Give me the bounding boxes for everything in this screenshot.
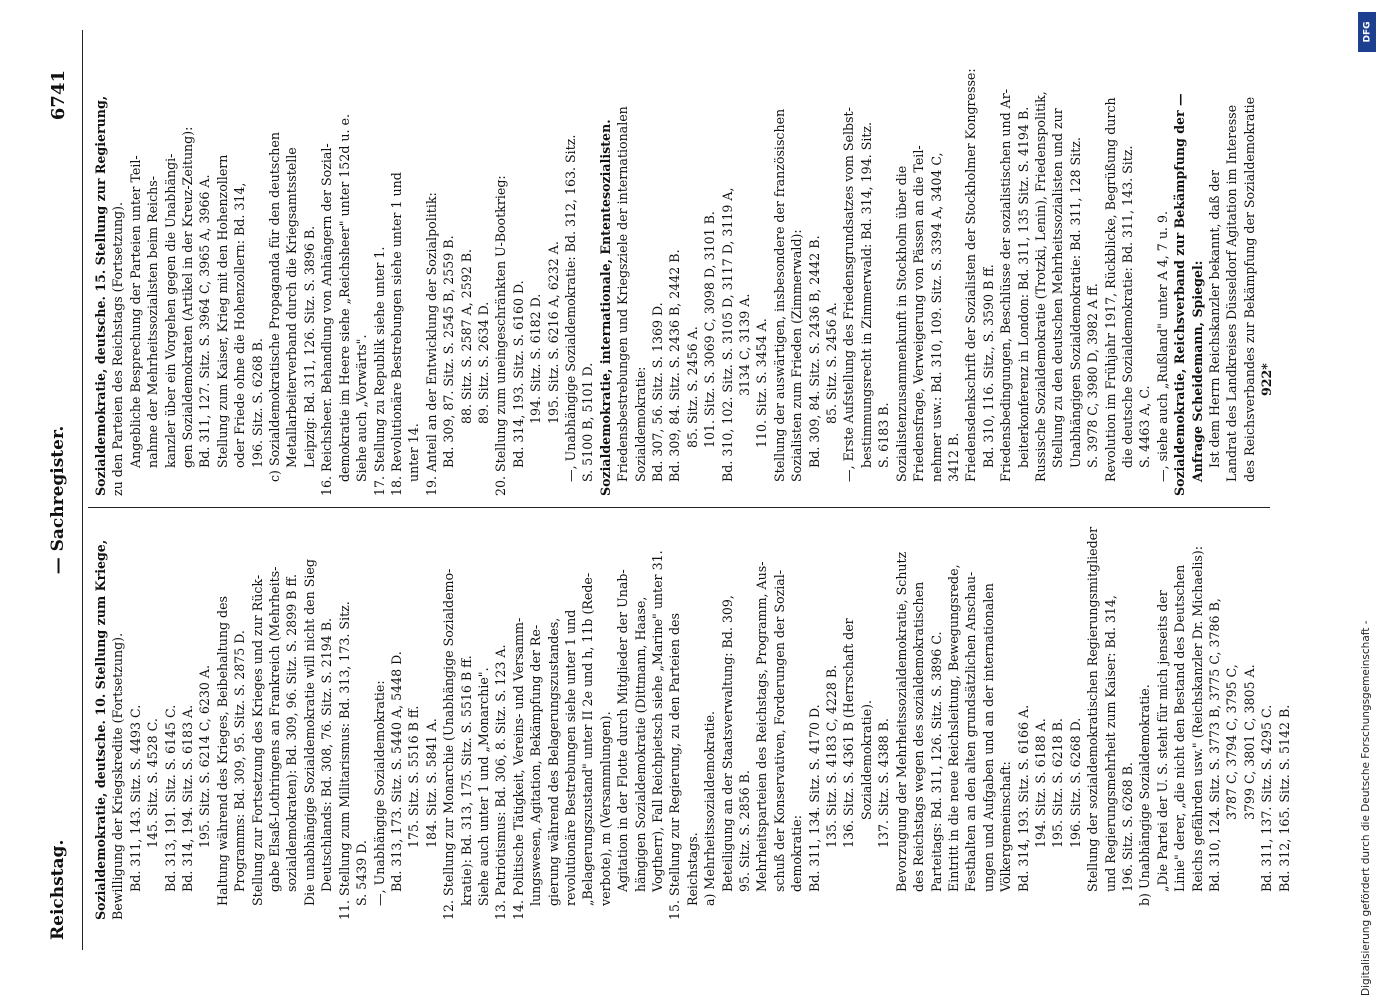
index-line: Bd. 314, 193. Sitz. S. 6160 D.	[510, 280, 526, 468]
index-line: Bd. 309, 84. Sitz. S. 2436 B, 2442 B.	[667, 249, 683, 482]
index-line: Mehrheitsparteien des Reichstags, Programm, Aus-	[754, 561, 770, 892]
index-line: 195. Sitz. S. 6216 A, 6232 A.	[545, 241, 561, 424]
index-line: des Reichstags wegen des sozialdemokratischen	[911, 581, 927, 892]
index-line: Linie" derer, „die nicht den Bestand des Deutschen	[1172, 564, 1188, 892]
index-line: 184. Sitz. S. 5841 A.	[423, 718, 439, 848]
index-line: Siehe auch unter 1 und „Monarchie".	[475, 667, 491, 906]
index-line: 85. Sitz. S. 2456 A.	[684, 326, 700, 448]
index-line: 195. Sitz. S. 6218 B.	[1050, 718, 1066, 848]
index-line: Angebliche Besprechung der Parteien unter Teil-	[127, 155, 143, 468]
index-line: Bd. 311, 134. Sitz. S. 4170 D.	[806, 704, 822, 892]
index-line: Die unabhängige Sozialdemokratie will nicht den Sieg	[301, 559, 317, 906]
running-head-title: — Sachregister.	[48, 425, 68, 575]
index-line: kanzler über ein Vorgehen gegen die Unabhängi-	[162, 153, 178, 468]
index-line: Stellung der sozialdemokratischen Regierungsmitglieder	[1085, 526, 1101, 892]
index-line: S. 3978 C, 3980 D, 3982 A ff.	[1085, 283, 1101, 468]
right-column	[92, 68, 1275, 496]
index-line: Friedensdenkschrift der Sozialisten der Stockholmer Kongresse:	[963, 68, 979, 482]
index-line: gabe Elsaß-Lothringens an Frankreich (Mehrheits-	[267, 566, 283, 892]
index-line: 13. Patriotismus: Bd. 306, 8. Sitz. S. 123 A.	[493, 644, 509, 920]
index-line: Völkergemeinschaft:	[998, 761, 1014, 892]
index-line: nehmer usw.: Bd. 310, 109. Sitz. S. 3394 A, 3404 C,	[928, 152, 944, 482]
index-line: Eintritt in die neue Reichsleitung, Bewegungsrede,	[945, 564, 961, 892]
index-line: sozialdemokraten): Bd. 309, 96. Sitz. S. 2899 B ff.	[284, 574, 300, 892]
index-line: 18. Revolutionäre Bestrebungen siehe unter 1 und	[388, 172, 404, 496]
index-line: Leipzig: Bd. 311, 126. Sitz. S. 3896 B.	[301, 225, 317, 468]
index-line: c) Sozialdemokratische Propaganda für den deutschen	[267, 132, 283, 482]
index-line: Revolution im Frühjahr 1917, Rückblicke, Begrüßung durch	[1102, 97, 1118, 482]
index-line: Stellung zur Fortsetzung des Krieges und zur Rück-	[249, 574, 265, 906]
index-line: Bd. 307, 56. Sitz. S. 1369 D.	[650, 302, 665, 482]
index-line: 3134 C, 3139 A.	[737, 293, 753, 396]
index-line: Bd. 314, 193. Sitz. S. 6166 A.	[1015, 704, 1031, 892]
index-line: demokratie:	[789, 815, 805, 892]
index-line: 11. Stellung zum Militarismus: Bd. 313, 173. Sitz.	[336, 601, 352, 920]
index-line: Landrat des Landkreises Düsseldorf Agitation im Interesse	[1224, 104, 1240, 482]
index-line: 194. Sitz. S. 6188 A.	[1032, 718, 1048, 848]
index-line: 101. Sitz. S. 3069 C, 3098 D, 3101 B.	[702, 211, 718, 448]
index-line: S. 4463 A, C.	[1137, 385, 1153, 468]
index-line: Bd. 314, 194. Sitz. S. 6183 A.	[180, 704, 196, 892]
index-line: 3799 C, 3801 C, 3805 A.	[1241, 664, 1257, 820]
index-line: Bd. 309, 87. Sitz. S. 2545 B, 2559 B.	[441, 235, 457, 468]
index-line: 20. Stellung zum uneingeschränkten U-Bootkrieg:	[493, 175, 509, 496]
index-line: Bd. 310, 116. Sitz., S. 3590 B ff.	[980, 264, 996, 468]
index-line: verbote), m (Versammlungen).	[597, 711, 613, 906]
index-line: beiterkonferenz in London: Bd. 311, 135 Sitz. S. 4194 B.	[1015, 106, 1031, 468]
index-line: gen Sozialdemokraten (Artikel in der Kreuz-Zeitung):	[180, 126, 196, 468]
index-line: Bevorzugung der Mehrheitssozialdemokratie, Schutz	[893, 551, 909, 892]
entry-heading: Anfrage Scheidemann, Spiegel:	[1189, 260, 1205, 482]
index-line: 17. Stellung zu Republik siehe unter 1.	[371, 246, 387, 496]
digitization-credit-sidebar	[1357, 6, 1379, 996]
index-line: 16. Reichsheer. Behandlung von Anhängern der Sozial-	[319, 143, 335, 496]
index-line: Reichstags.	[684, 832, 700, 906]
index-line: Bd. 310, 124. Sitz. S. 3773 B, 3775 C, 3786 B,	[1207, 598, 1222, 892]
index-line: S. 5439 D.	[354, 840, 370, 906]
index-line: unter 14.	[406, 423, 422, 482]
index-line: zu den Parteien des Reichstags (Fortsetzung).	[110, 201, 126, 496]
index-line: Sozialistenzusammenkunft in Stockholm über die	[893, 165, 909, 482]
index-line: —, siehe auch „Rußland" unter A 4, 7 u. 9.	[1154, 211, 1170, 482]
index-line: 194. Sitz. S. 6182 D.	[528, 293, 544, 424]
index-line: und Regierungsmehrheit zum Kaiser: Bd. 314,	[1102, 595, 1118, 892]
index-line: Unabhängigen Sozialdemokratie: Bd. 311, 128 Sitz.	[1067, 137, 1083, 468]
index-line: Bd. 310, 102. Sitz. S. 3105 D, 3117 D, 3119 A,	[719, 187, 735, 482]
index-line: 110. Sitz. S. 3454 A.	[754, 318, 770, 448]
entry-heading: Sozialdemokratie, internationale, Ententesozialisten.	[597, 119, 613, 496]
index-line: Friedensbedingungen, Beschlüsse der sozialistischen und Ar-	[998, 88, 1014, 482]
index-line: 89. Sitz. S. 2634 D.	[475, 301, 491, 424]
index-line: Sozialisten zum Frieden (Zimmerwald):	[789, 229, 805, 482]
index-line: 196. Sitz. S. 6268 B.	[249, 338, 265, 468]
header-rule	[82, 30, 83, 950]
index-line: „Die Partei der U. S. steht für mich jenseits der	[1154, 590, 1170, 892]
index-line: 137. Sitz. S. 4388 B.	[876, 718, 892, 848]
index-line: 196. Sitz. S. 6268 B.	[1119, 762, 1135, 892]
index-line: gierung während des Belagerungszustandes,	[545, 617, 561, 906]
running-head-left: Reichstag.	[48, 839, 68, 940]
page-number: 6741	[48, 70, 69, 121]
index-line: schuß der Konservativen, Forderungen der Sozial-	[771, 569, 787, 892]
index-line: —, Unabhängige Sozialdemokratie:	[371, 680, 387, 906]
index-line: revolutionäre Bestrebungen siehe unter 1 und	[562, 609, 578, 906]
index-line: Stellung der auswärtigen, insbesondere der französischen	[771, 108, 787, 482]
index-line: a) Mehrheitssozialdemokratie.	[702, 710, 718, 906]
index-line: des Reichsverbandes zur Bekämpfung der Sozialdemokratie	[1241, 96, 1257, 482]
index-line: Bd. 311, 143. Sitz. S. 4493 C.	[127, 704, 143, 892]
index-line: bestimmungsrecht in Zimmerwald: Bd. 314, 194. Sitz.	[858, 121, 874, 468]
index-line: Friedensfrage, Verweigerung von Pässen an die Teil-	[911, 145, 927, 482]
index-line: Stellung zu den deutschen Mehrheitssozialisten und zur	[1050, 108, 1066, 468]
index-line: Agitation in der Flotte durch Mitglieder der Unab-	[615, 569, 631, 892]
index-line: ungen und Aufgaben und an der internationalen	[980, 583, 996, 892]
index-line: 195. Sitz. S. 6214 C, 6230 A.	[197, 665, 213, 848]
index-line: oder Friede ohne die Hohenzollern: Bd. 314,	[232, 182, 248, 468]
index-line: 175. Sitz. S. 5516 B ff.	[406, 705, 422, 848]
index-line: hängigen Sozialdemokratie (Dittmann, Haase,	[632, 596, 648, 892]
index-line: Bd. 309, 84. Sitz. S. 2436 B, 2442 B.	[806, 235, 822, 468]
index-line: Bd. 313, 191. Sitz. S. 6145 C.	[162, 704, 178, 892]
index-line: 3412 B.	[945, 432, 961, 482]
index-line: Sozialdemokratie:	[632, 366, 648, 482]
index-line: Bd. 311, 137. Sitz. S. 4295 C.	[1259, 704, 1275, 892]
entry-heading: 922*	[1259, 363, 1275, 396]
entry-heading: Sozialdemokratie, Reichsverband zur Bekämpfung der —	[1172, 93, 1188, 496]
running-head	[48, 40, 78, 960]
index-line: Programms: Bd. 309, 95. Sitz. S. 2875 D.	[232, 630, 248, 892]
index-line: Parteitags: Bd. 311, 126. Sitz. S. 3896 C.	[928, 631, 944, 892]
index-line: 19. Anteil an der Entwicklung der Sozialpolitik:	[423, 192, 439, 496]
entry-heading: Sozialdemokratie, deutsche. 15. Stellung zur Regierung,	[93, 95, 108, 496]
index-line: Stellung zum Kaiser, Krieg mit den Hohenzollern	[214, 154, 230, 468]
index-line: Bd. 312, 165. Sitz. S. 5142 B.	[1276, 704, 1292, 892]
index-line: Bewilligung der Kriegskredite (Fortsetzung).	[110, 632, 126, 920]
digitization-credit: Digitalisierung gefördert durch die Deutsche Forschungsgemeinschaft -	[1360, 620, 1372, 996]
index-line: b) Unabhängige Sozialdemokratie.	[1137, 684, 1153, 906]
index-line: lungswesen, Agitation, Bekämpfung der Re-	[528, 624, 544, 906]
index-line: Festhalten an den alten grundsätzlichen Anschau-	[963, 571, 979, 892]
left-column	[92, 520, 1292, 920]
index-line: Vogtherr), Fall Reichpietsch siehe „Marine" unter 31.	[650, 550, 665, 892]
index-line: —, Unabhängige Sozialdemokratie: Bd. 312, 163. Sitz.	[562, 134, 578, 482]
index-line: 15. Stellung zur Regierung, zu den Parteien des	[667, 613, 683, 920]
index-line: die deutsche Sozialdemokratie: Bd. 311, 143. Sitz.	[1119, 145, 1135, 468]
index-line: Reichs gefährden usw." (Reichskanzler Dr. Michaelis):	[1189, 545, 1205, 892]
index-line: S. 6183 B.	[876, 402, 892, 468]
index-line: Sozialdemokratie).	[858, 699, 874, 820]
index-line: nahme der Mehrheitssozialisten beim Reichs-	[145, 176, 161, 468]
index-line: S. 5100 B, 5101 D.	[580, 362, 596, 482]
index-line: 135. Sitz. S. 4183 C, 4228 B.	[824, 664, 840, 848]
index-line: 12. Stellung zur Monarchie (Unabhängige Sozialdemo-	[441, 568, 457, 920]
index-line: kratie): Bd. 313, 175. Sitz. S. 5516 B ff.	[458, 655, 474, 906]
index-line: 88. Sitz. S. 2587 A, 2592 B.	[458, 248, 474, 424]
index-line: Siehe auch „Vorwärts".	[354, 334, 370, 482]
index-line: Bd. 313, 173. Sitz. S. 5440 A, 5448 D.	[388, 651, 404, 892]
index-line: Haltung während des Krieges, Beibehaltung des	[214, 595, 230, 906]
index-line: 196. Sitz. S. 6268 D.	[1067, 717, 1083, 848]
index-line: 85. Sitz. S. 2456 A.	[824, 302, 840, 424]
dfg-logo: DFG	[1358, 12, 1376, 52]
index-line: —, Erste Aufstellung des Friedensgrundsatzes vom Selbst-	[841, 107, 857, 482]
index-line: Bd. 311, 127. Sitz. S. 3964 C, 3965 A, 3966 A.	[197, 174, 213, 468]
index-line: Russische Sozialdemokratie (Trotzki, Lenin), Friedenspolitik,	[1032, 91, 1048, 482]
index-line: Metallarbeiterverband durch die Kriegsamtsstelle	[284, 147, 300, 468]
index-line: 95. Sitz. S. 2856 B.	[737, 770, 753, 892]
index-line: demokratie im Heere siehe „Reichsheer" unter 152d u. e.	[336, 114, 352, 482]
index-line: 136. Sitz. S. 4361 B (Herrschaft der	[841, 618, 857, 848]
index-line: 3787 C, 3794 C, 3795 C,	[1224, 664, 1240, 820]
index-line: Beteiligung an der Staatsverwaltung: Bd. 309,	[719, 595, 735, 892]
index-line: Deutschlands: Bd. 308, 76. Sitz. S. 2194 B.	[319, 617, 335, 892]
index-line: 14. Politische Tätigkeit, Vereins- und Versamm-	[510, 617, 526, 920]
index-line: „Belagerungszustand" unter II 2e und h, 11b (Rede-	[580, 572, 596, 906]
entry-heading: Sozialdemokratie, deutsche. 10. Stellung zum Kriege,	[93, 539, 108, 920]
index-line: Ist dem Herrn Reichskanzler bekannt, daß der	[1207, 170, 1222, 468]
index-line: 145. Sitz. S. 4528 C.	[145, 718, 161, 848]
index-line: Friedensbestrebungen und Kriegsziele der internationalen	[615, 106, 631, 482]
column-divider	[88, 507, 1270, 508]
